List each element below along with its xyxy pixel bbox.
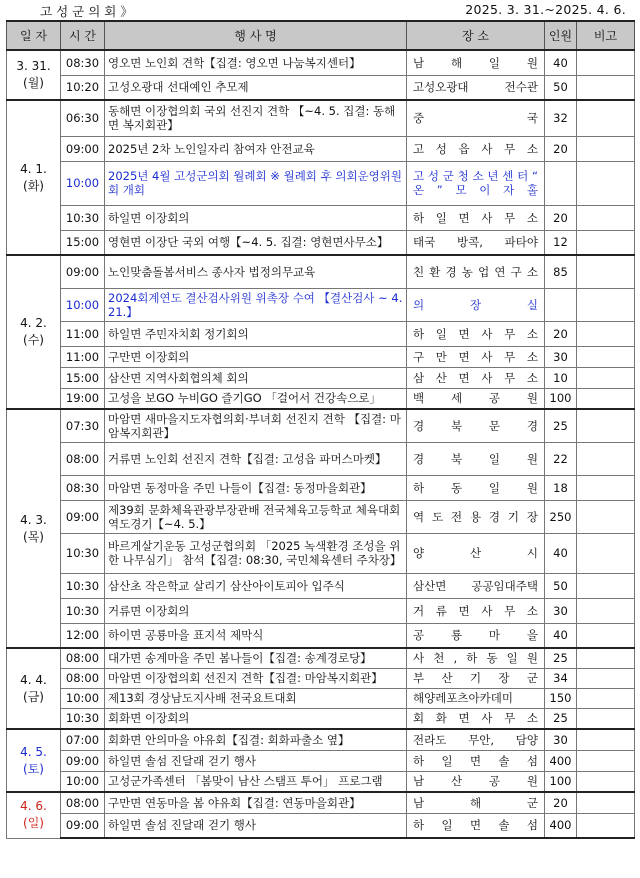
table-row — [7, 688, 635, 708]
time-cell: 10:20 — [61, 75, 105, 100]
place-cell: 하 동 일 원 — [407, 475, 545, 500]
time-cell: 08:30 — [61, 50, 105, 75]
count-cell: 12 — [545, 230, 577, 255]
header-place: 장 소 — [407, 21, 545, 50]
place-cell: 공 룡 마 을 — [407, 623, 545, 648]
event-cell: 노인맞춤돌봄서비스 종사자 법정의무교육 — [105, 255, 407, 288]
note-cell — [577, 100, 635, 136]
table-row — [7, 623, 635, 648]
header-note: 비고 — [577, 21, 635, 50]
event-cell: 마암면 이장협의회 선진지 견학【집결: 마암복지회관】 — [105, 668, 407, 688]
time-cell: 10:30 — [61, 533, 105, 573]
place-cell: 하 일 면 솔 섬 — [407, 750, 545, 771]
time-cell: 10:00 — [61, 771, 105, 792]
place-cell: 남 산 공 원 — [407, 771, 545, 792]
time-cell: 12:00 — [61, 623, 105, 648]
event-cell: 바르게살기운동 고성군협의회 「2025 녹색환경 조성을 위한 나무심기」 참석【집결: 08:30, 국민체육센터 주차장】 — [105, 533, 407, 573]
note-cell — [577, 75, 635, 100]
event-cell: 거류면 노인회 선진지 견학【집결: 고성읍 파머스마켓】 — [105, 442, 407, 475]
place-cell: 태국 방콕, 파타야 — [407, 230, 545, 255]
note-cell — [577, 708, 635, 729]
place-cell: 양 산 시 — [407, 533, 545, 573]
event-cell: 영오면 노인회 견학【집결: 영오면 나눔복지센터】 — [105, 50, 407, 75]
time-cell: 19:00 — [61, 388, 105, 409]
place-cell: 삼 산 면 사 무 소 — [407, 367, 545, 388]
table-row — [7, 50, 635, 75]
page-header — [0, 0, 640, 20]
note-cell — [577, 750, 635, 771]
place-cell: 경 북 일 원 — [407, 442, 545, 475]
count-cell: 22 — [545, 442, 577, 475]
table-row — [7, 346, 635, 367]
note-cell — [577, 668, 635, 688]
note-cell — [577, 50, 635, 75]
count-cell: 40 — [545, 623, 577, 648]
count-cell: 20 — [545, 136, 577, 161]
event-cell: 구만면 이장회의 — [105, 346, 407, 367]
time-cell: 15:00 — [61, 367, 105, 388]
time-cell: 07:00 — [61, 729, 105, 750]
header-time: 시 간 — [61, 21, 105, 50]
place-cell: 하 일 면 사 무 소 — [407, 321, 545, 346]
table-row — [7, 573, 635, 598]
time-cell: 11:00 — [61, 321, 105, 346]
event-cell: 고성을 보GO 누비GO 즐기GO 「걸어서 건강속으로」 — [105, 388, 407, 409]
event-cell: 회화면 안의마을 야유회【집결: 회화파출소 옆】 — [105, 729, 407, 750]
table-row — [7, 230, 635, 255]
note-cell — [577, 230, 635, 255]
count-cell: 25 — [545, 648, 577, 668]
time-cell: 10:30 — [61, 708, 105, 729]
table-row — [7, 205, 635, 230]
event-cell: 마암면 동정마을 주민 나들이【집결: 동정마을회관】 — [105, 475, 407, 500]
time-cell: 10:30 — [61, 205, 105, 230]
place-cell: 해양레포츠아카데미 — [407, 688, 545, 708]
table-row — [7, 750, 635, 771]
weekday-label: (목) — [23, 529, 44, 544]
note-cell — [577, 367, 635, 388]
count-cell: 400 — [545, 813, 577, 838]
table-row — [7, 813, 635, 838]
event-cell: 거류면 이장회의 — [105, 598, 407, 623]
count-cell: 40 — [545, 50, 577, 75]
table-row — [7, 729, 635, 750]
place-cell: 사 천 , 하 동 일 원 — [407, 648, 545, 668]
place-cell: 회 화 면 사 무 소 — [407, 708, 545, 729]
header-date: 일 자 — [7, 21, 61, 50]
count-cell — [545, 161, 577, 205]
event-cell: 고성군가족센터 「봄맞이 남산 스탬프 투어」 프로그램 — [105, 771, 407, 792]
weekday-label: (화) — [23, 178, 44, 193]
place-cell: 거 류 면 사 무 소 — [407, 598, 545, 623]
time-cell: 08:00 — [61, 668, 105, 688]
place-cell: 고 성 읍 사 무 소 — [407, 136, 545, 161]
place-cell: 경 북 문 경 — [407, 409, 545, 442]
count-cell: 32 — [545, 100, 577, 136]
event-cell: 고성오광대 선대예인 추모제 — [105, 75, 407, 100]
time-cell: 10:30 — [61, 573, 105, 598]
table-row — [7, 792, 635, 813]
time-cell: 07:30 — [61, 409, 105, 442]
note-cell — [577, 205, 635, 230]
time-cell: 09:00 — [61, 136, 105, 161]
table-row — [7, 100, 635, 136]
time-cell: 09:00 — [61, 500, 105, 533]
weekday-label: (수) — [23, 333, 44, 347]
table-row — [7, 255, 635, 288]
count-cell: 30 — [545, 598, 577, 623]
place-cell: 고 성 군 청 소 년 센 터 “ 온 ” 모 이 자 홀 — [407, 161, 545, 205]
date-label: 4. 2. — [20, 316, 47, 330]
table-row — [7, 500, 635, 533]
count-cell: 100 — [545, 771, 577, 792]
table-row — [7, 598, 635, 623]
count-cell: 85 — [545, 255, 577, 288]
time-cell: 08:00 — [61, 442, 105, 475]
table-row — [7, 321, 635, 346]
count-cell: 20 — [545, 205, 577, 230]
note-cell — [577, 598, 635, 623]
table-row — [7, 771, 635, 792]
time-cell: 15:00 — [61, 230, 105, 255]
count-cell: 100 — [545, 388, 577, 409]
schedule-period: 2025. 3. 31.~2025. 4. 6. — [465, 2, 626, 17]
event-cell: 구만면 연동마을 봄 야유회【집결: 연동마을회관】 — [105, 792, 407, 813]
event-cell: 하일면 솔섬 진달래 걷기 행사 — [105, 750, 407, 771]
place-cell: 역 도 전 용 경 기 장 — [407, 500, 545, 533]
event-cell: 하이면 공룡마을 표지석 제막식 — [105, 623, 407, 648]
date-cell — [7, 409, 61, 648]
date-cell — [7, 50, 61, 100]
event-cell: 대가면 송계마을 주민 봄나들이【집결: 송계경로당】 — [105, 648, 407, 668]
time-cell: 09:00 — [61, 813, 105, 838]
date-label: 4. 1. — [20, 161, 47, 176]
time-cell: 06:30 — [61, 100, 105, 136]
note-cell — [577, 623, 635, 648]
note-cell — [577, 533, 635, 573]
weekday-label: (일) — [23, 816, 44, 831]
note-cell — [577, 288, 635, 321]
date-label: 4. 4. — [20, 672, 47, 687]
table-row — [7, 161, 635, 205]
count-cell: 10 — [545, 367, 577, 388]
table-row — [7, 668, 635, 688]
event-cell: 2025년 2차 노인일자리 참여자 안전교육 — [105, 136, 407, 161]
note-cell — [577, 573, 635, 598]
note-cell — [577, 475, 635, 500]
event-cell: 2024회계연도 결산검사위원 위촉장 수여 【결산검사 ~ 4. 21.】 — [105, 288, 407, 321]
count-cell: 20 — [545, 321, 577, 346]
note-cell — [577, 792, 635, 813]
count-cell: 25 — [545, 708, 577, 729]
date-cell — [7, 255, 61, 409]
event-cell: 삼산면 지역사회협의체 회의 — [105, 367, 407, 388]
event-cell: 하일면 솔섬 진달래 걷기 행사 — [105, 813, 407, 838]
place-cell: 삼산면 공공임대주택 — [407, 573, 545, 598]
time-cell: 10:00 — [61, 688, 105, 708]
place-cell: 친 환 경 농 업 연 구 소 — [407, 255, 545, 288]
table-row — [7, 648, 635, 668]
count-cell: 50 — [545, 573, 577, 598]
date-label: 4. 3. — [20, 512, 47, 527]
event-cell: 제39회 문화체육관광부장관배 전국체육고등학교 체육대회 역도경기【~4. 5.】 — [105, 500, 407, 533]
place-cell: 전라도 무안, 담양 — [407, 729, 545, 750]
note-cell — [577, 161, 635, 205]
table-header-row — [7, 21, 635, 50]
schedule-table — [6, 20, 635, 839]
event-cell: 회화면 이장회의 — [105, 708, 407, 729]
table-row — [7, 75, 635, 100]
place-cell: 고성오광대 전수관 — [407, 75, 545, 100]
date-label: 4. 6. — [20, 799, 47, 814]
note-cell — [577, 813, 635, 838]
date-label: 4. 5. — [20, 744, 47, 759]
place-cell: 하 일 면 사 무 소 — [407, 205, 545, 230]
event-cell: 하일면 이장회의 — [105, 205, 407, 230]
count-cell: 18 — [545, 475, 577, 500]
place-cell: 구 만 면 사 무 소 — [407, 346, 545, 367]
time-cell: 11:00 — [61, 346, 105, 367]
organization-name: 고성군의회》 — [40, 4, 137, 19]
event-cell: 하일면 주민자치회 정기회의 — [105, 321, 407, 346]
count-cell: 30 — [545, 729, 577, 750]
table-row — [7, 409, 635, 442]
event-cell: 영현면 이장단 국외 여행【~4. 5. 집결: 영현면사무소】 — [105, 230, 407, 255]
time-cell: 10:00 — [61, 288, 105, 321]
place-cell: 남 해 일 원 — [407, 50, 545, 75]
time-cell: 09:00 — [61, 255, 105, 288]
place-cell: 백 세 공 원 — [407, 388, 545, 409]
count-cell: 400 — [545, 750, 577, 771]
note-cell — [577, 346, 635, 367]
table-row — [7, 475, 635, 500]
date-cell — [7, 792, 61, 838]
event-cell: 삼산초 작은학교 살리기 삼산아이토피아 입주식 — [105, 573, 407, 598]
header-event: 행 사 명 — [105, 21, 407, 50]
table-row — [7, 442, 635, 475]
count-cell: 50 — [545, 75, 577, 100]
note-cell — [577, 500, 635, 533]
weekday-label: (월) — [23, 76, 44, 90]
note-cell — [577, 771, 635, 792]
place-cell: 의 장 실 — [407, 288, 545, 321]
place-cell: 부 산 기 장 군 — [407, 668, 545, 688]
note-cell — [577, 255, 635, 288]
weekday-label: (토) — [23, 761, 44, 776]
date-cell — [7, 100, 61, 255]
note-cell — [577, 648, 635, 668]
count-cell: 34 — [545, 668, 577, 688]
time-cell: 08:30 — [61, 475, 105, 500]
place-cell: 하 일 면 솔 섬 — [407, 813, 545, 838]
note-cell — [577, 409, 635, 442]
date-cell — [7, 729, 61, 792]
count-cell: 30 — [545, 346, 577, 367]
time-cell: 08:00 — [61, 792, 105, 813]
count-cell — [545, 288, 577, 321]
table-row — [7, 388, 635, 409]
event-cell: 마암면 새마을지도자협의회·부녀회 선진지 견학 【집결: 마암복지회관】 — [105, 409, 407, 442]
event-cell: 2025년 4월 고성군의회 월례회 ※ 월례회 후 의회운영위원회 개회 — [105, 161, 407, 205]
header-count: 인원 — [545, 21, 577, 50]
note-cell — [577, 321, 635, 346]
count-cell: 20 — [545, 792, 577, 813]
time-cell: 10:30 — [61, 598, 105, 623]
note-cell — [577, 388, 635, 409]
place-cell: 중 국 — [407, 100, 545, 136]
table-row — [7, 533, 635, 573]
event-cell: 동해면 이장협의회 국외 선진지 견학 【~4. 5. 집결: 동해면 복지회관】 — [105, 100, 407, 136]
count-cell: 40 — [545, 533, 577, 573]
table-row — [7, 708, 635, 729]
count-cell: 250 — [545, 500, 577, 533]
note-cell — [577, 442, 635, 475]
note-cell — [577, 688, 635, 708]
count-cell: 25 — [545, 409, 577, 442]
event-cell: 제13회 경상남도지사배 전국요트대회 — [105, 688, 407, 708]
weekday-label: (금) — [23, 689, 44, 704]
place-cell: 남 해 군 — [407, 792, 545, 813]
table-row — [7, 136, 635, 161]
time-cell: 08:00 — [61, 648, 105, 668]
date-label: 3. 31. — [16, 59, 51, 73]
date-cell — [7, 648, 61, 729]
table-row — [7, 288, 635, 321]
note-cell — [577, 136, 635, 161]
time-cell: 09:00 — [61, 750, 105, 771]
table-row — [7, 367, 635, 388]
note-cell — [577, 729, 635, 750]
count-cell: 150 — [545, 688, 577, 708]
time-cell: 10:00 — [61, 161, 105, 205]
